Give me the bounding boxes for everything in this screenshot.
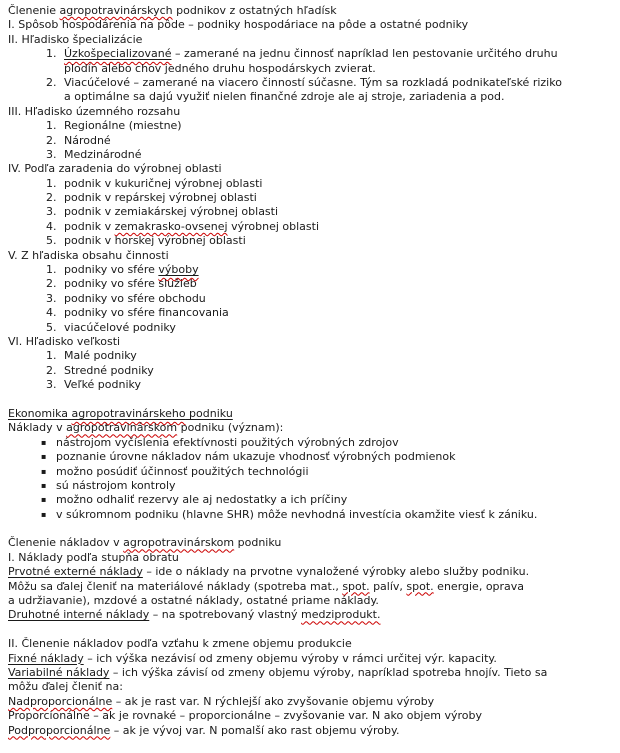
text-segment: – na spotrebovaný vlastný [149,608,302,622]
paragraph-line [8,594,618,608]
numbered-item [8,191,618,205]
underlined-text [158,263,198,276]
text-segment: sú nástrojom kontroly [56,478,176,492]
list-number: 4. [46,306,57,320]
text-segment: Veľké podniky [64,378,142,392]
numbered-item [8,306,618,320]
text-segment: – ak je rast var. N rýchlejší ako zvyšovanie objemu výroby [112,694,435,708]
text-segment: V. Z hľadiska obsahu činnosti [8,248,169,262]
paragraph-line [8,33,618,47]
text-segment: poznanie úrovne nákladov nám ukazuje vhodnosť výrobných podmienok [56,450,456,464]
numbered-item [8,134,618,148]
paragraph-line [8,551,618,565]
bullet-item [8,450,618,464]
text-segment: podniku [234,536,282,550]
bullet-icon: ▪ [41,437,47,447]
numbered-item [8,349,618,363]
numbered-item-continuation [8,62,618,76]
spellcheck-squiggle-text: výboby [158,263,199,277]
list-number: 5. [46,320,57,334]
underlined-text: Prvotné externé náklady [8,565,143,579]
list-number: 4. [46,219,57,233]
text-segment: Členenie nákladov v [8,536,124,550]
text-segment: podnik v kukuričnej výrobnej oblasti [64,176,263,190]
list-number: 1. [46,349,57,363]
list-number: 1. [46,176,57,190]
spellcheck-squiggle-text: agropotravinárskom [123,536,235,550]
numbered-item [8,277,618,291]
bullet-icon: ▪ [41,452,47,462]
text-segment: Náklady v [8,421,67,435]
bullet-item [8,479,618,493]
text-segment: Malé podniky [64,349,137,363]
text-segment: a udržiavanie), mzdové a ostatné náklady, ostatné priame náklady. [8,594,379,608]
numbered-item-continuation [8,90,618,104]
spellcheck-squiggle-text: agropotravinárskeho [71,406,186,420]
text-segment: podniky vo sfére obchodu [64,291,206,305]
list-number: 3. [46,378,57,392]
numbered-item [8,321,618,335]
paragraph-line [8,724,618,738]
text-segment: podnikov z ostatných hľadísk [172,4,337,17]
text-segment: – ak je vývoj var. N pomalší ako rast objemu výroby. [110,723,400,737]
text-segment: Regionálne (miestne) [64,119,182,133]
text-segment: Medzinárodné [64,147,142,161]
text-segment: Proporcionálne – ak je rovnaké – proporcionálne – zvyšovanie var. N ako objem výroby [8,709,482,723]
text-segment: podnik v repárskej výrobnej oblasti [64,191,257,205]
paragraph-line [8,421,618,435]
bullet-item [8,465,618,479]
paragraph-line [8,695,618,709]
text-segment: II. Členenie nákladov podľa vzťahu k zmene objemu produkcie [8,637,352,651]
underlined-text: Druhotné interné náklady [8,608,150,622]
text-segment: podnik v zemiakárskej výrobnej oblasti [64,205,279,219]
text-segment: energie, oprava [433,579,525,593]
spellcheck-squiggle-text: medziprodukt. [301,608,381,622]
list-number: 3. [46,205,57,219]
list-number: 5. [46,234,57,248]
text-segment: III. Hľadisko územného rozsahu [8,104,181,118]
text-segment: – ich výška závisí od zmeny objemu výroby, napríklad spotreba hnojív. Tieto sa [109,665,548,679]
paragraph-line [8,4,618,18]
list-number: 1. [46,119,57,133]
list-number: 2. [46,191,57,205]
text-segment: – ide o náklady na prvotne vynaložené výrobky alebo služby podniku. [142,565,530,579]
text-segment: II. Hľadisko špecializácie [8,32,143,46]
numbered-item [8,119,618,133]
numbered-item [8,47,618,61]
numbered-item [8,263,618,277]
text-segment: Národné [64,133,111,147]
text-segment: viacúčelové podniky [64,320,176,334]
spellcheck-squiggle-text: zemakrasko-ovsenej [114,219,228,233]
spellcheck-squiggle-text: Úzkošpecializované [64,47,172,61]
text-segment: Viacúčelové – zamerané na viacero činností súčasne. Tým sa rozkladá podnikateľské riziko [64,75,562,89]
text-segment: a optimálne sa dajú využiť nielen finančné zdroje ale aj stroje, zariadenia a pod. [64,90,505,104]
blank-line [8,623,618,637]
numbered-item [8,378,618,392]
list-number: 2. [46,133,57,147]
paragraph-line [8,18,618,32]
list-number: 3. [46,291,57,305]
text-segment: podniku (význam): [177,421,284,435]
paragraph-line [8,162,618,176]
text-segment: Členenie [8,4,60,17]
list-number: 2. [46,75,57,89]
text-segment: podnik v [64,219,115,233]
numbered-item [8,234,618,248]
spellcheck-squiggle-text: spot. [406,579,434,593]
blank-line [8,393,618,407]
text-segment: podniky vo sfére financovania [64,306,229,320]
numbered-item [8,177,618,191]
spellcheck-squiggle-text: Nadproporcionálne [8,694,113,708]
list-number: 2. [46,277,57,291]
paragraph-line [8,608,618,622]
text-segment: možno posúdiť účinnosť použitých technológii [56,464,309,478]
text-segment: v súkromnom podniku (hlavne SHR) môže nevhodná investícia okamžite viesť k zániku. [56,507,538,521]
numbered-item [8,364,618,378]
paragraph-line [8,536,618,550]
numbered-item [8,205,618,219]
spellcheck-squiggle-text: spot. [342,579,370,593]
underlined-text [72,407,186,420]
bullet-icon: ▪ [41,509,47,519]
paragraph-line [8,335,618,349]
text-segment: IV. Podľa zaradenia do výrobnej oblasti [8,162,222,176]
paragraph-line [8,652,618,666]
paragraph-line [8,105,618,119]
text-segment: podniky vo sfére služieb [64,277,197,291]
numbered-item [8,76,618,90]
bullet-item [8,493,618,507]
underlined-text: podniku [185,406,233,420]
text-segment: podniky vo sfére [64,263,159,277]
list-number: 2. [46,363,57,377]
spellcheck-squiggle-text: agropotravinárskom [66,421,178,435]
paragraph-line [8,709,618,723]
numbered-item [8,292,618,306]
text-segment: môžu ďalej členiť na: [8,680,123,694]
bullet-icon: ▪ [41,480,47,490]
text-segment: – zamerané na jednu činnosť napríklad len pestovanie určitého druhu [171,47,558,61]
spellcheck-squiggle-text: Podproporcionálne [8,723,111,737]
paragraph-line [8,565,618,579]
text-segment: nástrojom vyčíslenia efektívnosti použitých výrobných zdrojov [56,435,399,449]
bullet-item [8,508,618,522]
text-segment: podnik v horskej výrobnej oblasti [64,234,246,248]
text-segment: palív, [369,579,407,593]
underlined-text: Variabilné náklady [8,665,110,679]
bullet-icon: ▪ [41,495,47,505]
underlined-text [64,47,171,60]
list-number: 3. [46,147,57,161]
bullet-item [8,436,618,450]
paragraph-line [8,637,618,651]
numbered-item [8,148,618,162]
list-number: 1. [46,263,57,277]
underlined-text: Ekonomika [8,406,72,420]
text-segment: I. Náklady podľa stupňa obratu [8,550,179,564]
paragraph-line [8,249,618,263]
text-segment: VI. Hľadisko veľkosti [8,334,121,348]
bullet-icon: ▪ [41,466,47,476]
blank-line [8,522,618,536]
paragraph-line [8,666,618,680]
text-segment: – ich výška nezávisí od zmeny objemu výroby v rámci určitej výr. kapacity. [83,651,497,665]
text-segment: výrobnej oblasti [227,219,320,233]
underlined-text: Fixné náklady [8,651,84,665]
paragraph-line [8,680,618,694]
paragraph-line [8,580,618,594]
text-segment: plodín alebo chov jedného druhu hospodárskych zvierat. [64,61,376,75]
text-segment: Môžu sa ďalej členiť na materiálové náklady (spotreba mat., [8,579,343,593]
spellcheck-squiggle-text: agropotravinárskych [59,4,173,17]
text-segment: I. Spôsob hospodárenia na pôde – podniky hospodáriace na pôde a ostatné podniky [8,18,469,32]
list-number: 1. [46,47,57,61]
paragraph-line [8,407,618,421]
text-segment: možno odhaliť rezervy ale aj nedostatky a ich príčiny [56,493,348,507]
text-segment: Stredné podniky [64,363,154,377]
numbered-item [8,220,618,234]
